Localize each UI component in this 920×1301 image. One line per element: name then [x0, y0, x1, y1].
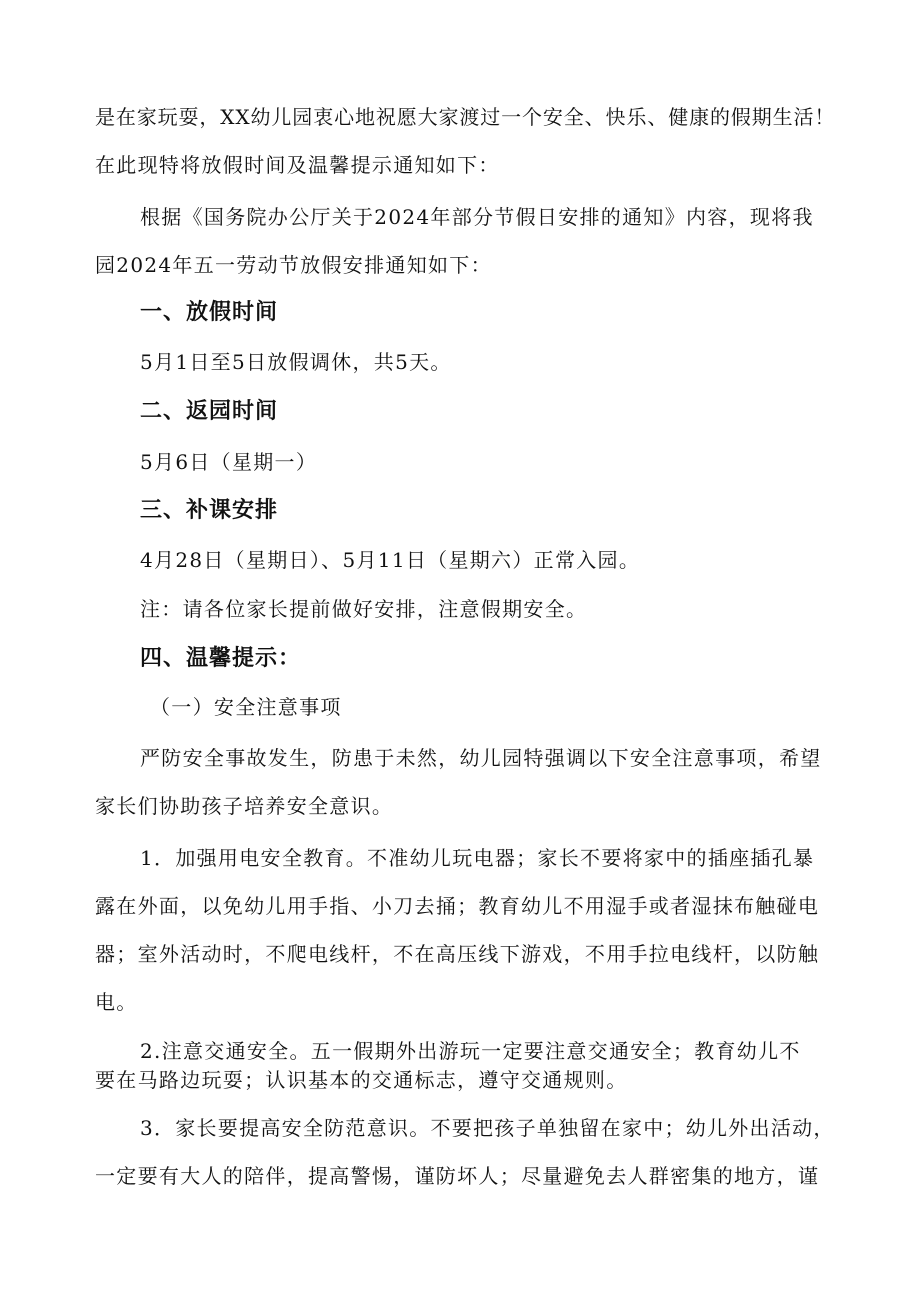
intro-line-2: 在此现特将放假时间及温馨提示通知如下： — [95, 153, 500, 177]
item3-line-2: 一定要有大人的陪伴，提高警惕，谨防坏人；尽量避免去人群密集的地方，谨 — [95, 1164, 820, 1188]
item1-line-2: 露在外面，以免幼儿用手指、小刀去捅；教育幼儿不用湿手或者湿抹布触碰电 — [95, 894, 820, 918]
section-heading-holiday-time: 一、放假时间 — [140, 300, 279, 325]
makeup-class-text: 4月28日（星期日）、5月11日（星期六）正常入园。 — [140, 548, 641, 572]
item1-line-3: 器；室外活动时，不爬电线杆，不在高压线下游戏，不用手拉电线杆，以防触 — [95, 942, 820, 966]
safety-para-line-2: 家长们协助孩子培养安全意识。 — [95, 794, 394, 818]
section-heading-return-time: 二、返园时间 — [140, 399, 279, 424]
safety-para-line-1: 严防安全事故发生，防患于未然，幼儿园特强调以下安全注意事项，希望 — [140, 746, 822, 770]
intro-line-1: 是在家玩耍，XX幼儿园衷心地祝愿大家渡过一个安全、快乐、健康的假期生活！ — [95, 105, 836, 129]
return-time-text: 5月6日（星期一） — [140, 450, 318, 474]
section-heading-makeup-class: 三、补课安排 — [140, 498, 279, 523]
item1-line-4: 电。 — [95, 990, 138, 1014]
basis-line-2: 园2024年五一劳动节放假安排通知如下： — [95, 253, 492, 277]
tips-subheading: （一）安全注意事项 — [150, 695, 342, 719]
item2-line-2: 要在马路边玩耍；认识基本的交通标志，遵守交通规则。 — [95, 1068, 628, 1092]
item3-line-1: 3．家长要提高安全防范意识。不要把孩子单独留在家中；幼儿外出活动， — [140, 1116, 835, 1140]
item1-line-1: 1．加强用电安全教育。不准幼儿玩电器；家长不要将家中的插座插孔暴 — [140, 846, 815, 870]
holiday-time-text: 5月1日至5日放假调休，共5天。 — [140, 350, 452, 374]
section-heading-tips: 四、温馨提示： — [140, 646, 302, 671]
basis-line-1: 根据《国务院办公厅关于2024年部分节假日安排的通知》内容，现将我 — [140, 205, 814, 229]
item2-line-1: 2.注意交通安全。五一假期外出游玩一定要注意交通安全；教育幼儿不 — [140, 1039, 801, 1063]
makeup-class-note: 注：请各位家长提前做好安排，注意假期安全。 — [140, 597, 588, 621]
